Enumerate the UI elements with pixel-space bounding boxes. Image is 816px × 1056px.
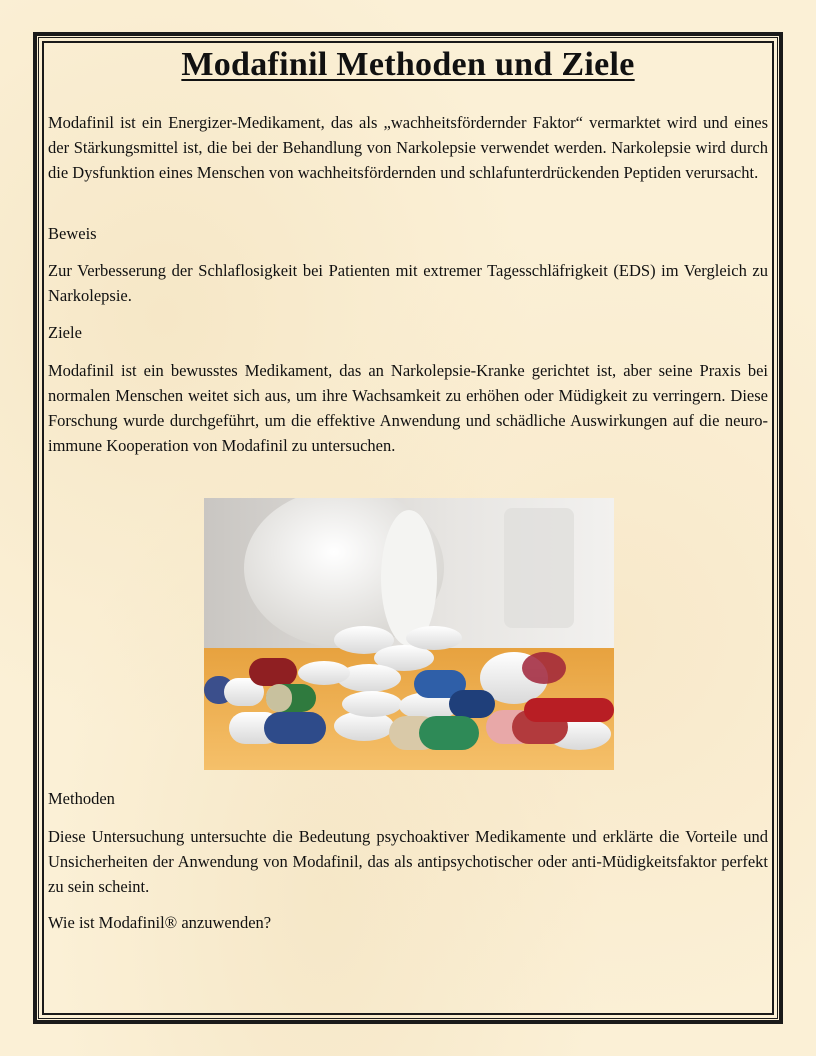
page-title: Modafinil Methoden und Ziele — [181, 46, 635, 83]
methoden-heading: Methoden — [48, 789, 115, 808]
ziele-paragraph: Modafinil ist ein bewusstes Medikament, das an Narkolepsie-Kranke gerichtet ist, aber seine Praxis bei normalen Menschen weitet sich aus, um ihre Wachsamkeit zu erhöhen oder Müdigkeit zu verringern. Diese Forschung wurde durchgeführt, um die effektive Anwendung und schädliche Auswirkungen auf die neuro-immune Kooperation von Modafinil zu untersuchen. — [48, 361, 768, 455]
methoden-paragraph: Diese Untersuchung untersuchte die Bedeutung psychoaktiver Medikamente und erklärte die Vorteile und Unsicherheiten der Anwendung von Modafinil, das als antipsychotischer oder anti-Müdigkeitsfaktor perfekt zu sein scheint. — [48, 827, 768, 896]
beweis-paragraph: Zur Verbesserung der Schlaflosigkeit bei Patienten mit extremer Tagesschläfrigkeit (EDS) im Vergleich zu Narkolepsie. — [48, 261, 768, 305]
pills-photo — [204, 498, 614, 770]
intro-paragraph: Modafinil ist ein Energizer-Medikament, das als „wachheitsfördernder Faktor“ vermarktet wird und eines der Stärkungsmittel ist, die bei der Behandlung von Narkolepsie verwendet werden. Narkolepsie wird durch die Dysfunktion eines Menschen von wachheitsfördernden und schlafunterdrückenden Peptiden verursacht. — [48, 113, 768, 182]
question-line: Wie ist Modafinil® anzuwenden? — [48, 913, 272, 932]
beweis-heading: Beweis — [48, 224, 97, 243]
ziele-heading: Ziele — [48, 323, 82, 342]
